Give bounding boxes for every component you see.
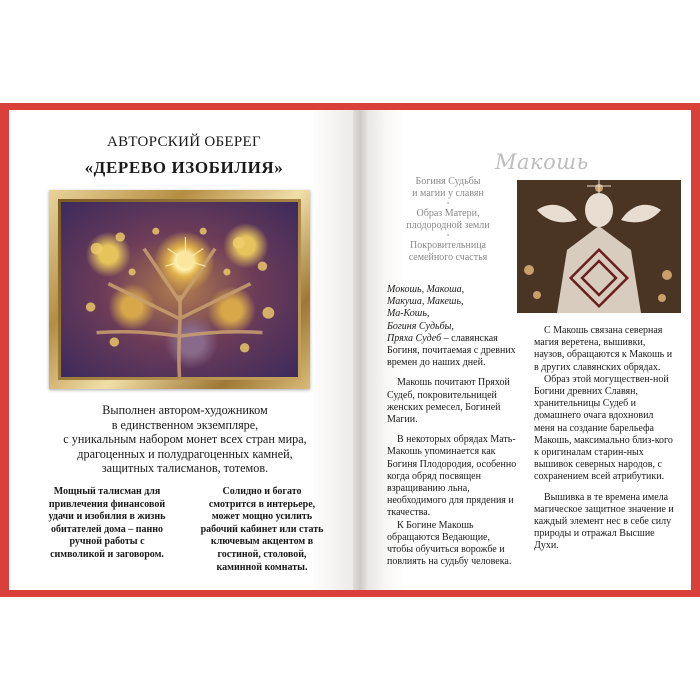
bullet-separator: • (446, 199, 450, 208)
talisman-description (37, 486, 177, 562)
col-line: может мощно усилить (211, 511, 313, 523)
book-spread (9, 110, 691, 590)
names-line: Макуша, Макешь, (387, 296, 464, 308)
names-line: Богиня Судьбы, (387, 320, 454, 332)
tagline-line: семейного счастья (408, 251, 488, 263)
names-line: Мокошь, Макоша, (387, 284, 465, 295)
page-title-line2: «ДЕРЕВО ИЗОБИЛИЯ» (84, 158, 284, 177)
painting-art (61, 202, 298, 377)
col-line: каминной комнаты. (216, 561, 308, 573)
interior-description (187, 486, 337, 574)
right-page (359, 110, 691, 590)
bullet-separator: • (446, 231, 450, 240)
paragraph: Макошь почитают Пряхой Судеб, покровительницей женских ремесел, Богиней Магии. (387, 377, 510, 426)
makosh-logo: Макошь (495, 150, 589, 174)
left-page (9, 110, 359, 590)
tree-of-abundance-image (61, 202, 298, 377)
col-line: привлечения финансовой (48, 498, 166, 510)
paragraph: С Макошь связана северная магия веретена, вышивки, наузов, обращаются к Макошь и в других славянских обрядах. (534, 325, 673, 373)
col-line: удачи и изобилия в жизнь (48, 511, 166, 523)
paragraph: Образ этой могуществен-ной Богини древних Славян, хранительницы Судеб и домашнего очага вдохновил меня на создание барельефа Макошь, максимально близ-кого к оригиналам старин-ных вышивок северных народов, с сохранением всей атрибутики. (534, 373, 673, 483)
makosh-bas-relief-image (517, 180, 681, 313)
makosh-text-right (534, 325, 674, 553)
tagline-line: и магии у славян (412, 187, 484, 199)
intro-text: – славянская Богиня, почитаемая с древних времен до наших дней. (387, 332, 516, 369)
col-line: символикой и заговором. (50, 548, 164, 560)
col-line: Мощный талисман для (53, 486, 161, 497)
makosh-text-left (387, 284, 517, 568)
painting-description (29, 403, 341, 476)
tagline-line: плодородной земли (406, 219, 490, 231)
paragraph: В некоторых обрядах Мать-Макошь упоминается как Богиня Плодородия, особенно когда обряд посвящен взращиванию льна, необходимого для прядения и ткачества. (387, 434, 517, 519)
desc-line: драгоценных и полудрагоценных камней, (77, 446, 293, 461)
desc-line: защитных талисманов, тотемов. (101, 461, 269, 476)
tagline-line: Образ Матери, (416, 208, 480, 219)
col-line: смотрится в интерьере, (208, 498, 316, 510)
col-line: ключевым акцентом в (210, 536, 314, 548)
desc-line: Выполнен автором-художником (102, 403, 268, 417)
col-line: ручной работы с (69, 536, 145, 548)
desc-line: с уникальным набором монет всех стран мира, (63, 432, 307, 447)
paragraph: Вышивка в те времена имела магическое защитное значение и каждый элемент нес в себе силу природы и отражал Высшие Духи. (534, 491, 674, 552)
names-line: Ма-Кошь, (387, 308, 430, 320)
tagline-line: Покровительница (409, 240, 486, 251)
book-gutter (353, 110, 367, 590)
col-line: рабочий кабинет или стать (200, 523, 324, 535)
frame-bevel (58, 199, 301, 380)
page-title-line1: АВТОРСКИЙ ОБЕРЕГ (107, 134, 261, 150)
col-line: обитателей дома – панно (50, 523, 164, 535)
desc-line: в единственном экземпляре, (111, 417, 259, 432)
names-line: Пряха Судеб (387, 332, 442, 344)
goddess-tagline (383, 176, 513, 263)
tagline-line: Богиня Судьбы (415, 176, 481, 187)
paragraph: К Богине Макошь обращаются Ведающие, чтобы обучиться ворожбе и повлиять на судьбу человека. (387, 519, 512, 568)
framed-painting (49, 190, 310, 389)
bas-relief-art (517, 180, 681, 313)
col-line: гостиной, столовой, (217, 548, 307, 560)
col-line: Солидно и богато (222, 486, 302, 497)
